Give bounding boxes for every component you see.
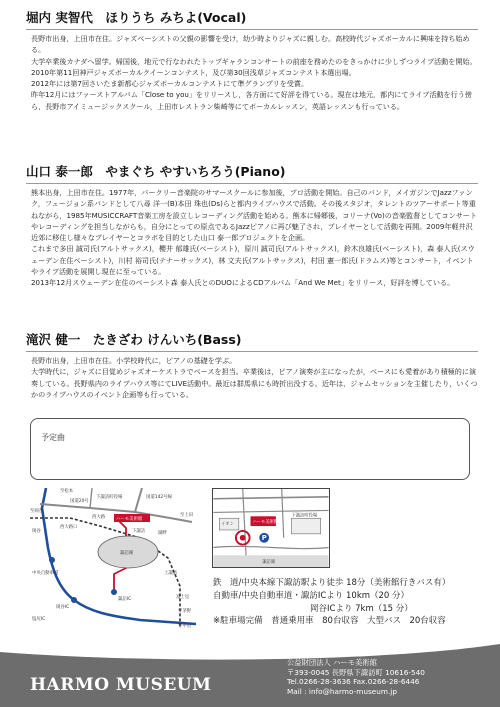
map-label: 下諏訪 [132, 529, 146, 534]
address: 〒393-0045 長野県下諏訪町 10616-540 [287, 667, 425, 677]
divider [26, 183, 478, 184]
profile-body [26, 355, 478, 400]
map-label: 国道20号 [70, 499, 89, 504]
access-info [213, 577, 483, 628]
access-car-alt: 岡谷ICより 7km（15 分） [310, 603, 413, 614]
ic-marker [71, 597, 77, 603]
repertoire-box [30, 418, 470, 480]
map-label: 下諏訪町役場 [96, 495, 123, 500]
profile-paragraph: 長野市出身，上田市在住。小学校時代に，ピアノの基礎を学ぶ。 [31, 356, 237, 365]
divider [26, 351, 478, 352]
profile-name: 堀内 実智代 ほりうち みちよ(Vocal) [26, 10, 247, 25]
map-label: 至松本 [60, 489, 74, 494]
museum-logo: HARMO MUSEUM [30, 675, 212, 695]
map-label: 西大路口 [60, 525, 78, 530]
org-name: 公益財団法人 ハーモ美術館 [287, 658, 377, 667]
map-label: 至茅野 [178, 609, 192, 614]
map-label: 下諏訪町役場 [291, 513, 318, 519]
profile-paragraph: 2013年12月スウェーデン在住のベーシスト森 泰人氏とのDUOによるCDアルバム「And We Met」をリリース，好評を博している。 [31, 278, 455, 288]
map-label: ハーモ美術館 [252, 520, 279, 526]
map-label: 諏訪IC [118, 597, 132, 602]
profile-paragraph: 熊本出身，上田市在住。1977年，バークリー音楽院のサマースクールに参加後，プロ活動を開始。自己のバンド，メイガジンでJazzファンク，フュージョン系バンドとして八尋 洋一(B)本田 珠也(Ds)らと都内ライブハウスで活動。その後スタジオ，タレントのツアーサポート等重ねながら，1985年MUSICCRAFT音楽工房を設立しレコーディング活動を始める。熊本に帰郷後，コリーナ(Vo)の音楽監督としてコンサートやレコーディングを担当しながらも，自分にとっての原点であるJazzピアノに再び魅了され，プレイヤーとして活動を再開。2009年軽井沢近郊に移住し様々なプレイヤーとコラボを目的とした山口 泰一郎プロジェクトを企画。 [31, 188, 477, 243]
access-car: 自動車/中央自動車道・諏訪ICより 10km（20 分） [213, 590, 410, 601]
map-label: 上諏訪 [164, 571, 178, 576]
profile-body [26, 33, 478, 112]
profile-bass [26, 332, 478, 400]
map-label: 至上田 [180, 513, 194, 518]
location-dot-icon [240, 535, 246, 541]
footer-wave [0, 642, 500, 664]
ic-marker [49, 557, 55, 563]
map-label: 至甲府 [178, 624, 192, 628]
profile-name: 滝沢 健一 たきざわ けんいち(Bass) [26, 332, 242, 347]
map-label: ハーモ美術館 [116, 517, 143, 522]
profile-paragraph: 大学時代に，ジャズに目覚めジャズオーケストラでベースを担当。卒業後は，ピアノ演奏が主になったが，ベースにも愛着があり積極的に演奏している。長野県内のライブハウス等にてLIVE活動中。最近は群馬県にも時折出没する。近年は，ジャムセッションを主催したり，いくつかのライブハウスのイベント企画等も行っている。 [31, 367, 478, 399]
map-label: イオン [221, 522, 234, 528]
map-label: 西大路 [92, 515, 106, 520]
profile-piano [26, 164, 478, 289]
map-label: 湖畔 [158, 531, 167, 536]
profile-vocal [26, 10, 478, 112]
map-label: 塩尻IC [32, 617, 46, 622]
map-label: 諏訪湖 [120, 551, 134, 556]
map-label: 諏訪湖 [262, 560, 276, 566]
building-block [291, 518, 320, 534]
map-label: 岡谷 [32, 529, 41, 534]
access-parking: ※駐車場完備 普通乗用車 80台収容 大型バス 20台収容 [213, 616, 446, 627]
map-label: 岡谷IC [56, 605, 70, 610]
ic-marker [111, 589, 117, 595]
profile-paragraph: 大学卒業後カナダへ留学。帰国後，地元で行なわれたトップギャランコンサートの前座を務めたのをきっかけに少しずつライブ活動を開始。2010年第11回神戸ジャズボーカルクイーンコンテスト，及び第30回浅草ジャズコンテスト本選出場。 [31, 56, 477, 77]
area-map [30, 488, 196, 628]
map-label: 中央自動車道 [32, 571, 59, 576]
repertoire-label: 予定曲 [41, 433, 65, 442]
map-label: 至岡谷 [30, 509, 44, 514]
detail-map [212, 488, 330, 568]
phone-fax: Tel.0266-28-3636 Fax.0266-28-6446 [287, 677, 420, 687]
profile-paragraph: これまで多田 誠司氏(アルトサックス)，櫻井 郁雄氏(ベーシスト)，原川 誠司氏(アルトサックス)，鈴木良雄氏(ベーシスト)，森 泰人氏(スウェーデン在住ベーシスト)，川村 裕司氏(テナーサックス)，林 文夫氏(アルトサックス)，村田 憲一郎氏(ドラムス)等とコンサート，イベントやライブ活動を展開し現在に至っている。 [31, 244, 475, 277]
profile-paragraph: 昨年12月にはファーストアルバム「Close to you」をリリースし，各方面にて好評を得ている。現在は地元，都内にてライブ活動を行う傍ら，長野市アイミュージックスクール，上田市レストラン柴崎等にてボーカルレッスン，英語レッスンも行っている。 [31, 90, 472, 111]
email: Mail : info@harmo-museum.jp [287, 686, 397, 696]
divider [26, 29, 478, 30]
profile-paragraph: 2012年には第7回さいたま新都心ジャズボーカルコンテストにて準グランプリを受賞。 [31, 79, 309, 89]
profile-name: 山口 泰一郎 やまぐち やすいちろう(Piano) [26, 164, 286, 179]
profile-paragraph: 長野市出身，上田市在住。ジャズベーシストの父親の影響を受け，幼少時よりジャズに親しむ。高校時代ジャズボーカルに興味を持ち始める。 [31, 34, 470, 55]
access-train: 鉄 道/中央本線下諏訪駅より徒歩 18分（美術館行きバス有） [213, 578, 451, 588]
map-label: 富士見 [176, 595, 190, 600]
contact-info [287, 658, 425, 696]
profile-body [26, 187, 478, 289]
map-label: 国道142号線 [146, 495, 172, 500]
parking-label: P [261, 534, 267, 543]
